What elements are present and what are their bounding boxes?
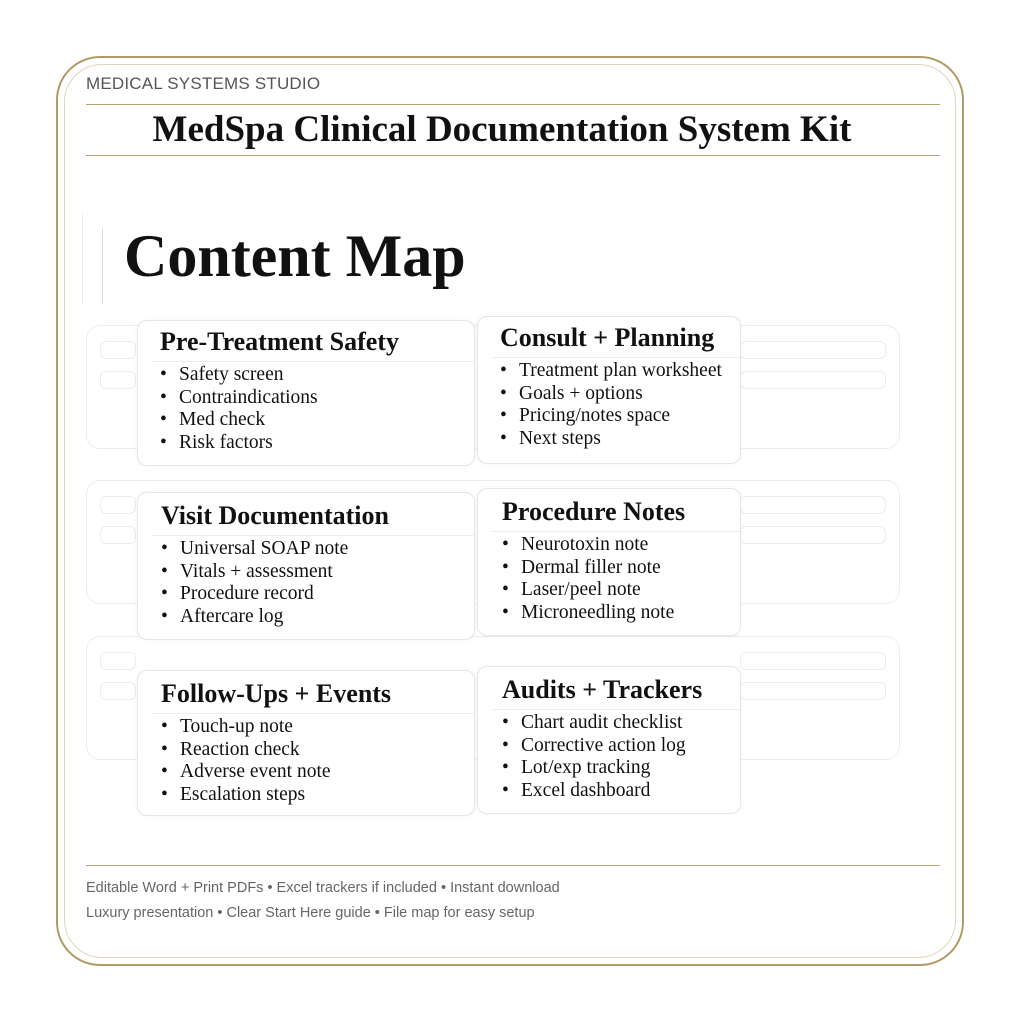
ghost-bar <box>740 526 886 544</box>
footer-rule <box>86 865 940 866</box>
section-title: Follow-Ups + Events <box>161 679 392 708</box>
studio-name: MEDICAL SYSTEMS STUDIO <box>86 74 321 93</box>
section-list <box>161 538 348 628</box>
list-item: • Laser/peel note <box>502 579 674 602</box>
section-card-audits-trackers <box>477 666 741 814</box>
list-item: • Vitals + assessment <box>161 561 348 584</box>
list-item: • Chart audit checklist <box>502 712 686 735</box>
list-item: • Lot/exp tracking <box>502 757 686 780</box>
list-item: • Excel dashboard <box>502 780 686 803</box>
section-title-rule <box>152 535 474 536</box>
list-item: • Adverse event note <box>161 761 331 784</box>
list-item: • Touch-up note <box>161 716 331 739</box>
page-title: Content Map <box>124 223 466 289</box>
ghost-bar <box>100 496 136 514</box>
section-list <box>161 716 331 806</box>
header-rule-top <box>86 104 940 105</box>
ghost-bar <box>740 682 886 700</box>
ghost-bar <box>740 371 886 389</box>
ghost-bar <box>740 652 886 670</box>
section-title-rule <box>492 531 740 532</box>
list-item: • Universal SOAP note <box>161 538 348 561</box>
section-title-rule <box>492 357 740 358</box>
section-list <box>502 712 686 802</box>
footer-presentation-line: Luxury presentation • Clear Start Here guide • File map for easy setup <box>86 905 535 921</box>
section-card-consult-planning <box>477 316 741 464</box>
section-card-visit-documentation <box>137 492 475 640</box>
list-item: • Reaction check <box>161 739 331 762</box>
section-title-rule <box>152 361 474 362</box>
section-title-rule <box>492 709 740 710</box>
header-rule-bottom <box>86 155 940 156</box>
list-item: • Goals + options <box>500 383 722 406</box>
list-item: • Dermal filler note <box>502 557 674 580</box>
list-item: • Med check <box>160 409 318 432</box>
section-card-follow-ups-events <box>137 670 475 816</box>
section-title-rule <box>152 713 474 714</box>
ghost-bar <box>100 526 136 544</box>
ghost-bar <box>100 341 136 359</box>
section-list <box>160 364 318 454</box>
list-item: • Pricing/notes space <box>500 405 722 428</box>
section-title: Audits + Trackers <box>502 675 703 704</box>
section-card-pre-treatment-safety <box>137 320 475 466</box>
ghost-bar <box>100 682 136 700</box>
ghost-bar <box>740 496 886 514</box>
ghost-bar <box>100 652 136 670</box>
section-title: Visit Documentation <box>161 501 389 530</box>
list-item: • Escalation steps <box>161 784 331 807</box>
ghost-bar <box>740 341 886 359</box>
ghost-bar <box>100 371 136 389</box>
list-item: • Next steps <box>500 428 722 451</box>
section-list <box>500 360 722 450</box>
list-item: • Microneedling note <box>502 602 674 625</box>
kit-title: MedSpa Clinical Documentation System Kit <box>152 109 852 150</box>
list-item: • Corrective action log <box>502 735 686 758</box>
list-item: • Procedure record <box>161 583 348 606</box>
section-title: Consult + Planning <box>500 323 715 352</box>
title-accent <box>102 228 103 304</box>
section-card-procedure-notes <box>477 488 741 636</box>
list-item: • Contraindications <box>160 387 318 410</box>
list-item: • Risk factors <box>160 432 318 455</box>
list-item: • Treatment plan worksheet <box>500 360 722 383</box>
section-title: Pre-Treatment Safety <box>160 327 399 356</box>
list-item: • Aftercare log <box>161 606 348 629</box>
footer-features-line: Editable Word + Print PDFs • Excel trackers if included • Instant download <box>86 880 560 896</box>
list-item: • Safety screen <box>160 364 318 387</box>
section-list <box>502 534 674 624</box>
list-item: • Neurotoxin note <box>502 534 674 557</box>
section-title: Procedure Notes <box>502 497 686 526</box>
title-accent-faint <box>82 214 83 304</box>
